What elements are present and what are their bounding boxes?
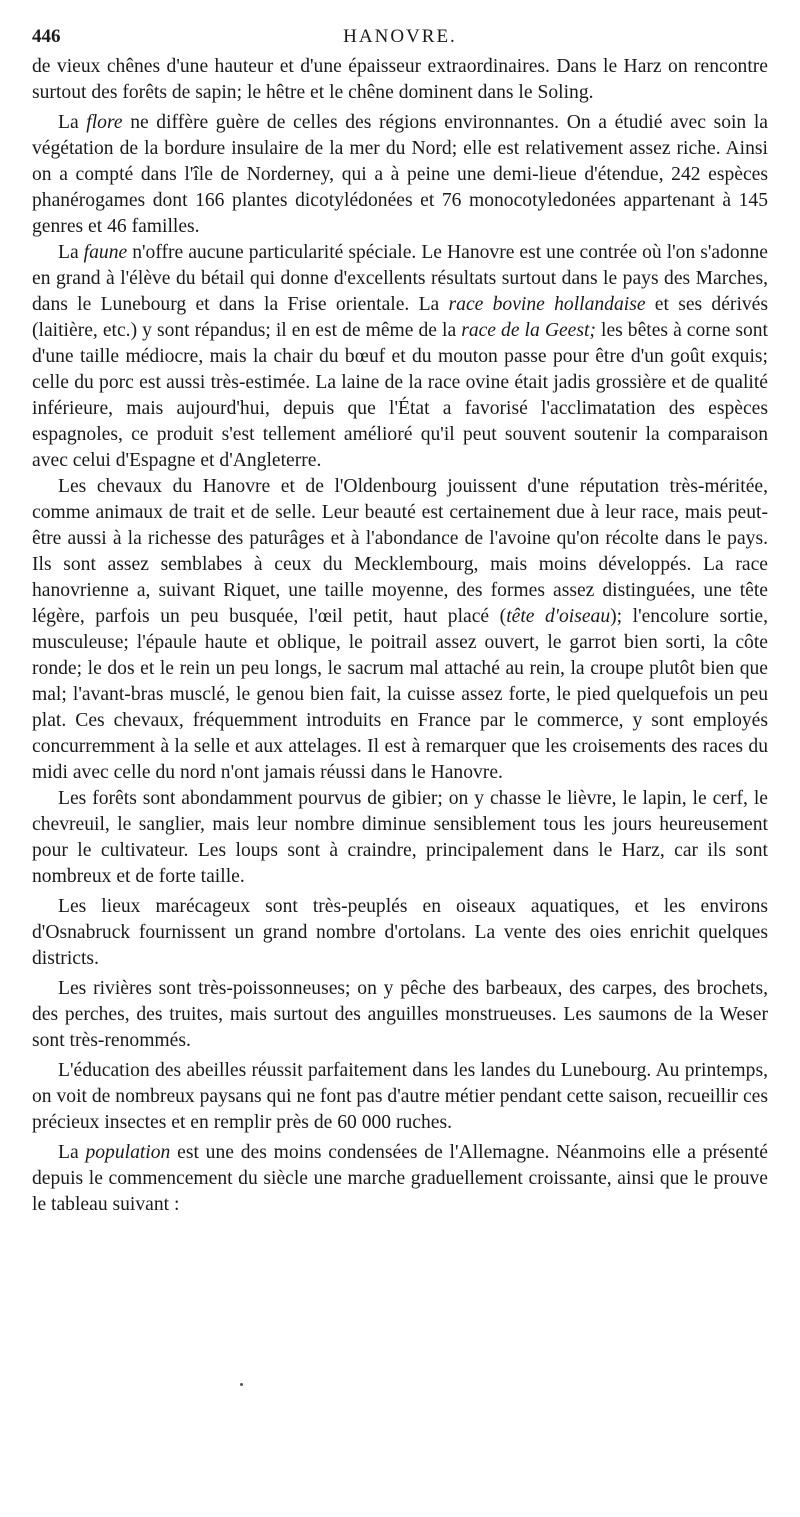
text-run: n'offre aucune particularité spéciale. Le Hanovre est une contrée où l'on s'adonne en grand à l'élève du bétail qui donne d'excellents résultats surtout dans le pays des Marches, dans le Lunebourg et dans la Frise orientale. La xyxy=(32,242,768,315)
paragraph-population xyxy=(32,1140,768,1218)
text-run: L'éducation des abeilles réussit parfaitement dans les landes du Lunebourg. Au printemps, on voit de nombreux paysans qui ne font pas d'autre métier pendant cette saison, recueillir ces précieux insectes et en remplir près de 60 000 ruches. xyxy=(32,1060,768,1133)
text-run: ne diffère guère de celles des régions environnantes. On a étudié avec soin la végétation de la bordure insulaire de la mer du Nord; elle est relativement assez riche. Ainsi on a compté dans l'île de Norderney, qui a à peine une demi-lieue d'étendue, 242 espèces phanérogames dont 166 plantes dicotylédonées et 76 monocotyledonées appartenant à 145 genres et 46 familles. xyxy=(32,112,768,237)
italic-term: flore xyxy=(86,112,123,133)
paragraph-birds xyxy=(32,894,768,972)
paragraph-horses xyxy=(32,474,768,786)
text-run: et ses dérivés (laitière, etc.) y sont répandus; il en est de même de la xyxy=(32,294,769,341)
page-header xyxy=(32,26,768,54)
text-run: Les chevaux du Hanovre et de l'Oldenbourg jouissent d'une réputation très-méritée, comme animaux de trait et de selle. Leur beauté est certainement due à leur race, mais peut-être aussi à la richesse des paturâges et à l'abondance de l'avoine qu'on récolte dans le pays. Ils sont assez semblabes à ceux du Mecklembourg, mais moins développés. La race hanovrienne a, suivant Riquet, une taille moyenne, des formes assez distinguées, une tête légère, parfois un peu busquée, l'œil petit, haut placé ( xyxy=(32,476,768,627)
text-run: La xyxy=(58,112,87,133)
paragraph-forests-continued xyxy=(32,54,768,106)
italic-term: race de la Geest; xyxy=(461,320,596,341)
paragraph-flora xyxy=(32,110,768,240)
text-run: Les lieux marécageux sont très-peuplés en oiseaux aquatiques, et les environs d'Osnabruck fournissent un grand nombre d'ortolans. La vente des oies enrichit quelques districts. xyxy=(32,896,768,969)
text-run: Les rivières sont très-poissonneuses; on y pêche des barbeaux, des carpes, des brochets, des perches, des truites, mais surtout des anguilles monstrueuses. Les saumons de la Weser sont très-renommés. xyxy=(32,978,768,1051)
text-run: La xyxy=(58,242,84,263)
italic-term: faune xyxy=(83,242,128,263)
paragraph-bees xyxy=(32,1058,768,1136)
book-page xyxy=(32,26,768,1218)
italic-term: race bovine hollandaise xyxy=(448,294,646,315)
running-title: HANOVRE. xyxy=(343,26,457,47)
ink-speck xyxy=(240,1383,243,1386)
italic-term: tête d'oiseau xyxy=(506,606,611,627)
text-run: est une des moins condensées de l'Allemagne. Néanmoins elle a présenté depuis le commencement du siècle une marche graduellement croissante, ainsi que le prouve le tableau suivant : xyxy=(32,1142,768,1215)
text-run: de vieux chênes d'une hauteur et d'une épaisseur extraordinaires. Dans le Harz on rencontre surtout des forêts de sapin; le hêtre et le chêne dominent dans le Soling. xyxy=(32,56,768,103)
paragraph-fauna xyxy=(32,240,768,474)
text-run: Les forêts sont abondamment pourvus de gibier; on y chasse le lièvre, le lapin, le cerf, le chevreuil, le sanglier, mais leur nombre diminue sensiblement tous les jours heureusement pour le cultivateur. Les loups sont à craindre, principalement dans le Harz, car ils sont nombreux et de forte taille. xyxy=(32,788,768,887)
paragraph-game xyxy=(32,786,768,890)
text-run: La xyxy=(58,1142,86,1163)
italic-term: population xyxy=(85,1142,171,1163)
paragraph-fish xyxy=(32,976,768,1054)
page-number: 446 xyxy=(32,26,61,47)
body-text xyxy=(32,54,768,1218)
text-run: les bêtes à corne sont d'une taille médiocre, mais la chair du bœuf et du mouton passe pour être d'un goût exquis; celle du porc est aussi très-estimée. La laine de la race ovine était jadis grossière et de qualité inférieure, mais aujourd'hui, depuis que l'État a favorisé l'acclimatation des espèces espagnoles, ce produit s'est tellement amélioré qu'il peut souvent soutenir la comparaison avec celui d'Espagne et d'Angleterre. xyxy=(32,320,769,471)
text-run: ); l'encolure sortie, musculeuse; l'épaule haute et oblique, le poitrail assez ouvert, le garrot bien sorti, la côte ronde; le dos et le rein un peu longs, le sacrum mal attaché au rein, la croupe plutôt bien que mal; l'avant-bras musclé, le genou bien fait, la cuisse assez forte, le pied quelquefois un peu plat. Ces chevaux, fréquemment introduits en France par le commerce, y sont employés concurremment à la selle et aux attelages. Il est à remarquer que les croisements des races du midi avec celle du nord n'ont jamais réussi dans le Hanovre. xyxy=(32,606,769,783)
